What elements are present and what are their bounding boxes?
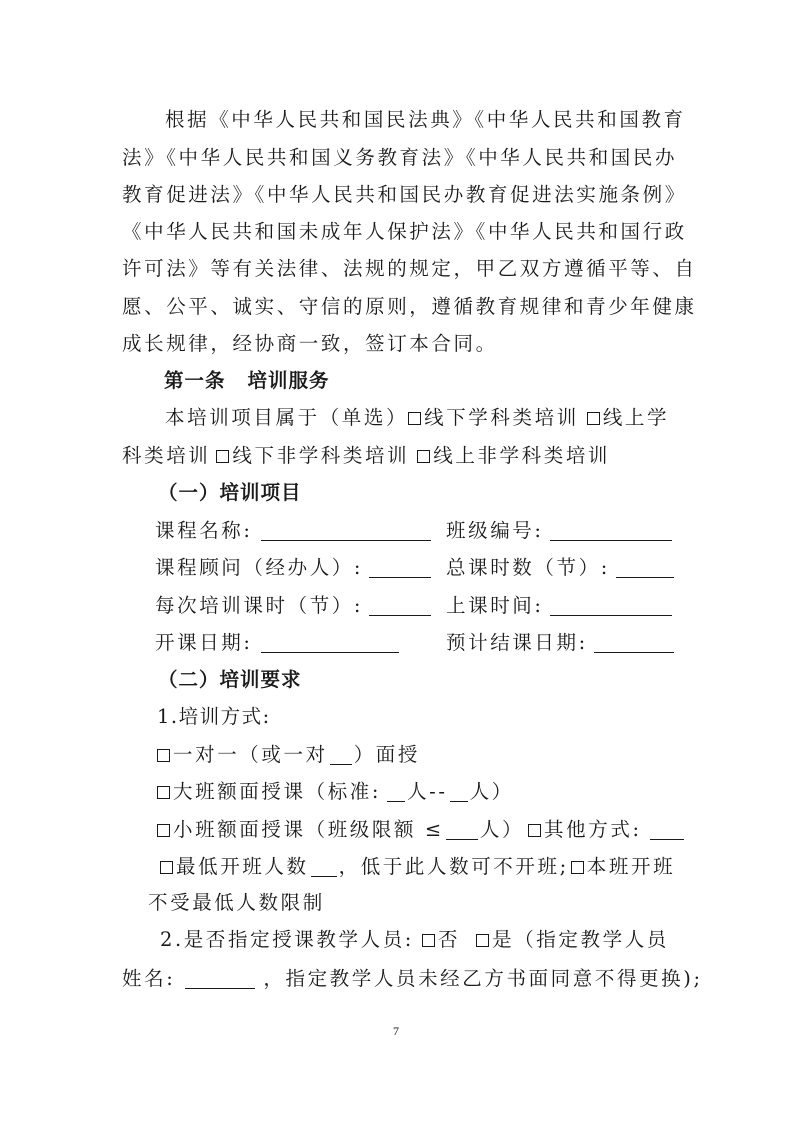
option-online-subject-part2: 科类培训 bbox=[122, 444, 211, 467]
checkbox-no-min-limit[interactable] bbox=[571, 861, 584, 874]
small-class-row bbox=[157, 819, 686, 840]
class-no-row bbox=[446, 520, 674, 541]
training-type-line-2 bbox=[122, 446, 610, 466]
one-on-one-label-a: 一对一（或一对 bbox=[173, 743, 328, 766]
small-class-label-b: 人） bbox=[479, 818, 525, 841]
section-1-heading: （一）培训项目 bbox=[158, 481, 302, 504]
preamble-line-5: 许可法》等有关法律、法规的规定，甲乙双方遵循平等、自 bbox=[122, 257, 697, 280]
training-type-line-1 bbox=[165, 408, 669, 428]
small-class-label-a: 小班额面授课（班级限额 ≤ bbox=[173, 818, 444, 841]
checkbox-min-enrollment[interactable] bbox=[160, 861, 173, 874]
total-hours-field[interactable] bbox=[616, 557, 674, 578]
big-class-label-a: 大班额面授课（标准: bbox=[173, 780, 382, 803]
checkbox-other-method[interactable] bbox=[528, 824, 541, 837]
class-no-field[interactable] bbox=[550, 520, 672, 541]
class-time-label: 上课时间: bbox=[446, 594, 544, 617]
big-class-label-c: 人） bbox=[469, 780, 514, 803]
one-on-one-row bbox=[157, 744, 420, 765]
big-class-min-field[interactable] bbox=[387, 781, 405, 802]
page-number: 7 bbox=[393, 1024, 399, 1038]
checkbox-teacher-no[interactable] bbox=[422, 934, 435, 947]
big-class-row bbox=[157, 781, 514, 802]
class-time-row bbox=[446, 595, 674, 616]
min-enrollment-field[interactable] bbox=[311, 856, 337, 877]
end-date-field[interactable] bbox=[594, 632, 674, 653]
checkbox-big-class[interactable] bbox=[157, 786, 170, 799]
min-enrollment-label-a: 最低开班人数 bbox=[176, 855, 309, 878]
per-hours-label: 每次培训课时（节）: bbox=[155, 594, 364, 617]
start-date-row bbox=[155, 632, 401, 653]
course-name-label: 课程名称: bbox=[155, 519, 253, 542]
option-offline-subject: 线下学科类培训 bbox=[424, 406, 579, 429]
teacher-yes-label: 是（指定教学人员 bbox=[492, 928, 669, 951]
course-name-row bbox=[155, 520, 433, 541]
teacher-no-label: 否 bbox=[437, 928, 461, 951]
other-method-field[interactable] bbox=[650, 819, 684, 840]
advisor-row bbox=[155, 557, 433, 578]
one-on-one-count-field[interactable] bbox=[330, 744, 352, 765]
preamble-line-1: 根据《中华人民共和国民法典》《中华人民共和国教育 bbox=[165, 108, 686, 131]
option-online-nonsubject: 线上非学科类培训 bbox=[433, 444, 611, 467]
advisor-label: 课程顾问（经办人）: bbox=[155, 556, 364, 579]
per-hours-field[interactable] bbox=[369, 595, 431, 616]
article-1-heading bbox=[164, 371, 330, 391]
checkbox-one-on-one[interactable] bbox=[157, 749, 170, 762]
advisor-field[interactable] bbox=[369, 557, 431, 578]
checkbox-offline-nonsubject[interactable] bbox=[216, 450, 229, 463]
per-hours-row bbox=[155, 595, 433, 616]
class-time-field[interactable] bbox=[550, 595, 672, 616]
big-class-label-b: 人-- bbox=[407, 780, 448, 803]
option-offline-nonsubject: 线下非学科类培训 bbox=[232, 444, 410, 467]
min-enrollment-label-b: ，低于此人数可不开班; bbox=[338, 855, 569, 878]
section-2-heading: （二）培训要求 bbox=[158, 668, 302, 691]
big-class-max-field[interactable] bbox=[450, 781, 468, 802]
course-name-field[interactable] bbox=[261, 520, 431, 541]
end-date-row bbox=[446, 632, 676, 653]
start-date-field[interactable] bbox=[261, 632, 399, 653]
article-1-name: 培训服务 bbox=[247, 369, 330, 392]
no-min-limit-row: 不受最低人数限制 bbox=[148, 891, 325, 914]
preamble-line-6: 愿、公平、诚实、守信的原则，遵循教育规律和青少年健康 bbox=[122, 295, 697, 318]
preamble-line-3: 教育促进法》《中华人民共和国民办教育促进法实施条例》 bbox=[122, 183, 687, 206]
preamble-line-4: 《中华人民共和国未成年人保护法》《中华人民共和国行政 bbox=[122, 220, 687, 243]
method-label: 1.培训方式: bbox=[157, 705, 271, 728]
teacher-name-row bbox=[122, 968, 703, 989]
training-type-intro: 本培训项目属于（单选） bbox=[165, 406, 409, 429]
checkbox-online-subject[interactable] bbox=[587, 412, 600, 425]
total-hours-label: 总课时数（节）: bbox=[446, 556, 610, 579]
no-min-limit-label-a: 本班开班 bbox=[586, 855, 676, 878]
total-hours-row bbox=[446, 557, 676, 578]
preamble-line-2: 法》《中华人民共和国义务教育法》《中华人民共和国民办 bbox=[122, 146, 678, 169]
checkbox-offline-subject[interactable] bbox=[408, 412, 421, 425]
small-class-limit-field[interactable] bbox=[446, 819, 478, 840]
end-date-label: 预计结课日期: bbox=[446, 631, 588, 654]
teacher-question: 2.是否指定授课教学人员: bbox=[160, 928, 414, 951]
checkbox-small-class[interactable] bbox=[157, 824, 170, 837]
checkbox-online-nonsubject[interactable] bbox=[417, 450, 430, 463]
teacher-name-tail: ，指定教学人员未经乙方书面同意不得更换); bbox=[263, 967, 703, 990]
preamble-line-7: 成长规律，经协商一致，签订本合同。 bbox=[122, 332, 498, 355]
checkbox-teacher-yes[interactable] bbox=[476, 934, 489, 947]
start-date-label: 开课日期: bbox=[155, 631, 253, 654]
one-on-one-label-b: ）面授 bbox=[353, 743, 421, 766]
teacher-name-label: 姓名: bbox=[122, 967, 176, 990]
class-no-label: 班级编号: bbox=[446, 519, 544, 542]
option-online-subject-part1: 线上学 bbox=[602, 406, 670, 429]
article-1-number: 第一条 bbox=[164, 369, 226, 392]
other-method-label: 其他方式: bbox=[544, 818, 642, 841]
min-enrollment-row bbox=[160, 856, 675, 877]
teacher-name-field[interactable] bbox=[185, 968, 255, 989]
teacher-row bbox=[160, 930, 669, 950]
